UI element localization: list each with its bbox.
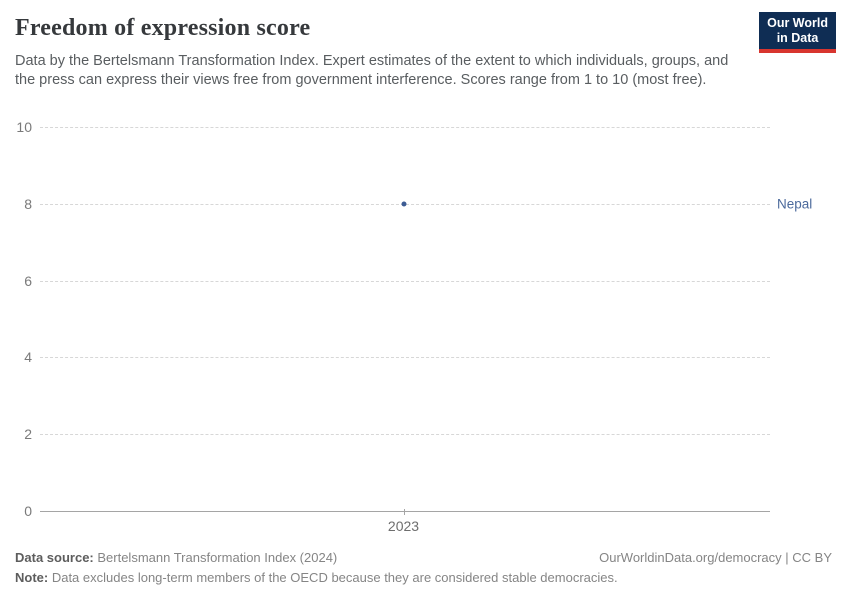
y-tick-label-10: 10 — [16, 119, 32, 135]
data-source-text — [15, 548, 337, 568]
note-label: Note: — [15, 570, 49, 585]
gridline-y-6 — [40, 281, 770, 282]
x-axis-line — [40, 511, 770, 512]
data-source-label: Data source: — [15, 550, 94, 565]
page-title: Freedom of expression score — [15, 15, 311, 41]
entity-label-nepal[interactable]: Nepal — [777, 196, 813, 212]
gridline-y-10 — [40, 127, 770, 128]
chart-footer — [15, 548, 832, 588]
gridline-y-2 — [40, 434, 770, 435]
owid-logo-line2: in Data — [776, 31, 819, 45]
x-tick-label: 2023 — [387, 518, 420, 534]
y-tick-label-0: 0 — [24, 503, 32, 519]
data-point-nepal[interactable] — [401, 201, 406, 206]
y-tick-label-6: 6 — [24, 272, 32, 289]
gridline-y-4 — [40, 357, 770, 358]
x-tick-mark — [404, 509, 405, 515]
note-value: Data excludes long-term members of the OECD because they are considered stable democracies. — [48, 570, 618, 585]
note-text — [15, 570, 618, 585]
y-tick-label-8: 8 — [24, 195, 32, 212]
chart-subtitle: Data by the Bertelsmann Transformation Index. Expert estimates of the extent to which individuals, groups, and the press can express their views free from government interference. Scores range from 1 to 10 (most free). — [15, 53, 729, 88]
y-tick-label-4: 4 — [24, 349, 32, 366]
owid-logo-line1: Our World — [767, 16, 828, 30]
owid-citation-link[interactable]: OurWorldinData.org/democracy | CC BY — [599, 550, 832, 565]
y-tick-label-2: 2 — [24, 426, 32, 443]
data-source-value: Bertelsmann Transformation Index (2024) — [93, 550, 338, 565]
